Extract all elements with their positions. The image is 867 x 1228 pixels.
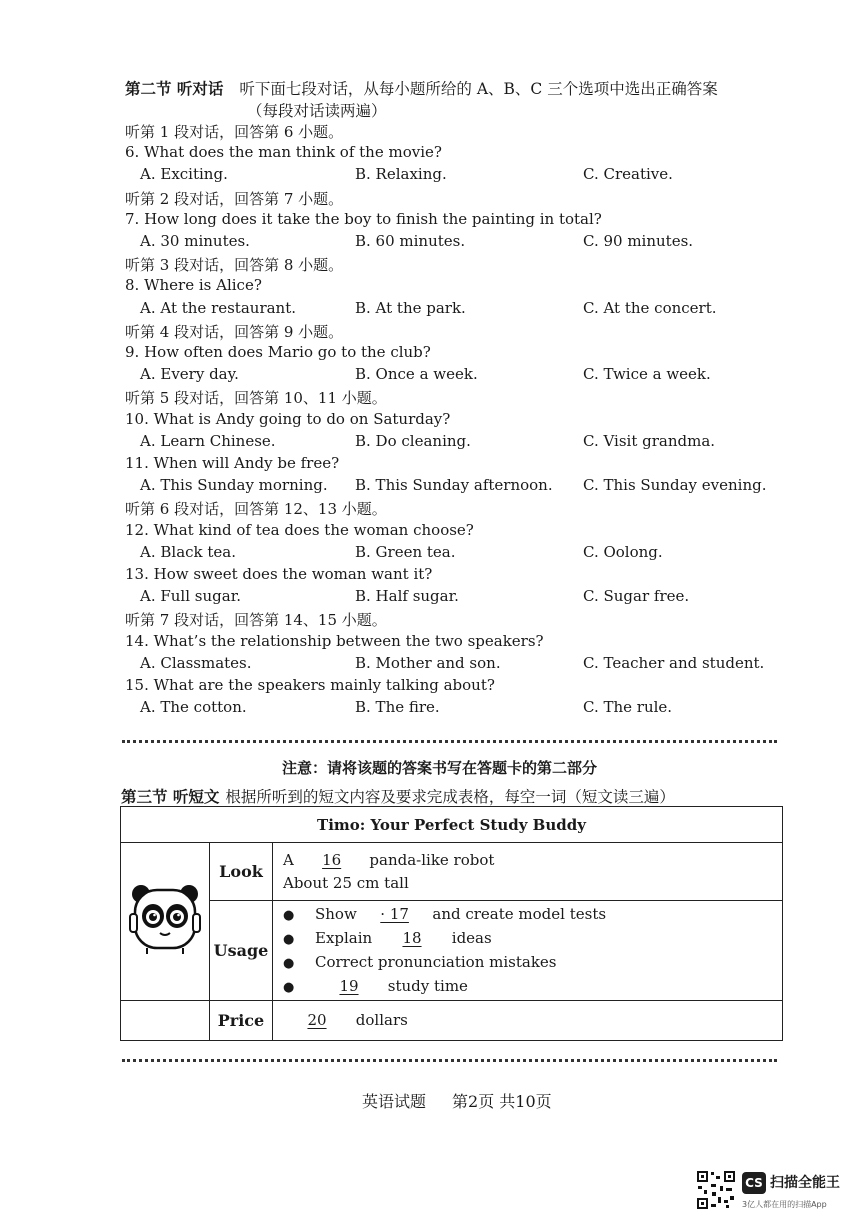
option-c[interactable]: C. Creative. xyxy=(583,165,673,184)
usage-item: ● 19 study time xyxy=(283,975,782,999)
bullet-icon: ● xyxy=(283,931,295,947)
option-c[interactable]: C. At the concert. xyxy=(583,298,717,317)
option-b[interactable]: B. The fire. xyxy=(355,698,440,717)
option-b[interactable]: B. At the park. xyxy=(355,298,466,317)
dialogue-label: 听第 6 段对话，回答第 12、13 小题。 xyxy=(125,500,387,519)
section3-heading-line xyxy=(121,785,675,807)
look-line2: About 25 cm tall xyxy=(283,873,409,892)
option-a[interactable]: A. Full sugar. xyxy=(140,587,241,606)
option-a[interactable]: A. This Sunday morning. xyxy=(140,476,328,495)
section2-instruction: 听下面七段对话，从每小题所给的 A、B、C 三个选项中选出正确答案 xyxy=(239,80,718,98)
question-text: 11. When will Andy be free? xyxy=(125,454,340,472)
option-c[interactable]: C. Twice a week. xyxy=(583,365,711,384)
camscanner-brand: 扫描全能王 xyxy=(770,1175,840,1191)
footer-page: 第2页 共10页 xyxy=(452,1092,552,1111)
bullet-icon: ● xyxy=(283,979,295,995)
option-a[interactable]: A. Black tea. xyxy=(140,542,237,561)
usage-header: Usage xyxy=(210,901,273,1001)
price-header: Price xyxy=(210,1001,273,1041)
dialogue-label: 听第 5 段对话，回答第 10、11 小题。 xyxy=(125,389,387,408)
blank-19[interactable]: 19 xyxy=(339,976,359,995)
option-c[interactable]: C. The rule. xyxy=(583,698,673,717)
option-c[interactable]: C. Sugar free. xyxy=(583,587,690,606)
option-c[interactable]: C. Oolong. xyxy=(583,542,663,561)
option-b[interactable]: B. Mother and son. xyxy=(355,653,501,672)
question-text: 8. Where is Alice? xyxy=(125,276,262,295)
option-a[interactable]: A. The cotton. xyxy=(140,698,247,717)
option-a[interactable]: A. 30 minutes. xyxy=(140,232,250,250)
question-text: 9. How often does Mario go to the club? xyxy=(125,343,431,361)
option-b[interactable]: B. 60 minutes. xyxy=(355,232,466,250)
panda-robot-image xyxy=(121,843,210,1001)
option-b[interactable]: B. Do cleaning. xyxy=(355,431,471,450)
look-pre: A xyxy=(283,850,294,869)
question-text: 10. What is Andy going to do on Saturday? xyxy=(125,409,451,428)
dialogue-label: 听第 1 段对话，回答第 6 小题。 xyxy=(125,123,344,141)
section3-instruction: 根据所听到的短文内容及要求完成表格，每空一词（短文读三遍） xyxy=(225,788,675,806)
dotted-divider xyxy=(122,740,777,743)
section3-heading: 第三节 听短文 xyxy=(121,787,220,806)
camscanner-tagline: 3亿人都在用的扫描App xyxy=(742,1200,827,1209)
timo-table xyxy=(120,806,783,1041)
blank-17[interactable]: · 17 xyxy=(380,904,409,923)
section2-instruction-2: （每段对话读两遍） xyxy=(247,102,387,120)
question-text: 6. What does the man think of the movie? xyxy=(125,143,442,162)
option-c[interactable]: C. Visit grandma. xyxy=(583,431,716,450)
dialogue-label: 听第 2 段对话，回答第 7 小题。 xyxy=(125,189,344,208)
blank-20[interactable]: 20 xyxy=(307,1011,327,1029)
section2-heading: 第二节 听对话 xyxy=(125,79,224,98)
option-c[interactable]: C. This Sunday evening. xyxy=(583,476,767,495)
usage-cell xyxy=(273,901,783,1001)
option-a[interactable]: A. At the restaurant. xyxy=(140,298,297,317)
usage-item: ● Explain 18 ideas xyxy=(283,927,782,951)
dotted-divider xyxy=(122,1059,777,1062)
usage-item: ● Show · 17 and create model tests xyxy=(283,903,782,927)
blank-18[interactable]: 18 xyxy=(402,928,422,947)
panda-robot-icon xyxy=(127,880,203,960)
look-header: Look xyxy=(210,843,273,901)
question-text: 13. How sweet does the woman want it? xyxy=(125,565,433,583)
look-post: panda-like robot xyxy=(369,850,495,869)
option-b[interactable]: B. Once a week. xyxy=(355,365,478,384)
option-b[interactable]: B. This Sunday afternoon. xyxy=(355,476,553,495)
option-c[interactable]: C. 90 minutes. xyxy=(583,232,694,250)
dialogue-label: 听第 4 段对话，回答第 9 小题。 xyxy=(125,322,344,341)
option-a[interactable]: A. Every day. xyxy=(140,365,239,384)
option-a[interactable]: A. Exciting. xyxy=(140,165,228,184)
image-cell-bottom xyxy=(121,1001,210,1041)
qr-code-icon xyxy=(696,1170,736,1210)
section2-heading-line xyxy=(125,77,718,99)
bullet-icon: ● xyxy=(283,955,295,971)
camscanner-logo: CS xyxy=(742,1172,766,1194)
dialogue-label: 听第 3 段对话，回答第 8 小题。 xyxy=(125,256,344,275)
option-b[interactable]: B. Green tea. xyxy=(355,542,456,561)
option-a[interactable]: A. Classmates. xyxy=(140,653,252,672)
look-cell xyxy=(273,843,783,901)
price-cell xyxy=(273,1001,783,1041)
question-text: 7. How long does it take the boy to finish the painting in total? xyxy=(125,209,602,228)
option-c[interactable]: C. Teacher and student. xyxy=(583,653,765,672)
table-title: Timo: Your Perfect Study Buddy xyxy=(121,807,783,843)
option-b[interactable]: B. Relaxing. xyxy=(355,165,447,184)
question-text: 12. What kind of tea does the woman choose? xyxy=(125,520,474,539)
page-footer xyxy=(362,1089,578,1112)
dialogue-label: 听第 7 段对话，回答第 14、15 小题。 xyxy=(125,611,387,630)
usage-item: ● Correct pronunciation mistakes xyxy=(283,951,782,975)
price-post: dollars xyxy=(355,1011,408,1029)
blank-16[interactable]: 16 xyxy=(322,850,342,869)
bullet-icon: ● xyxy=(283,907,295,923)
notice: 注意：请将该题的答案书写在答题卡的第二部分 xyxy=(282,759,598,777)
footer-subject: 英语试题 xyxy=(362,1092,427,1111)
option-a[interactable]: A. Learn Chinese. xyxy=(140,431,276,450)
question-text: 15. What are the speakers mainly talking about? xyxy=(125,676,495,694)
option-b[interactable]: B. Half sugar. xyxy=(355,587,459,606)
question-text: 14. What’s the relationship between the two speakers? xyxy=(125,631,544,650)
